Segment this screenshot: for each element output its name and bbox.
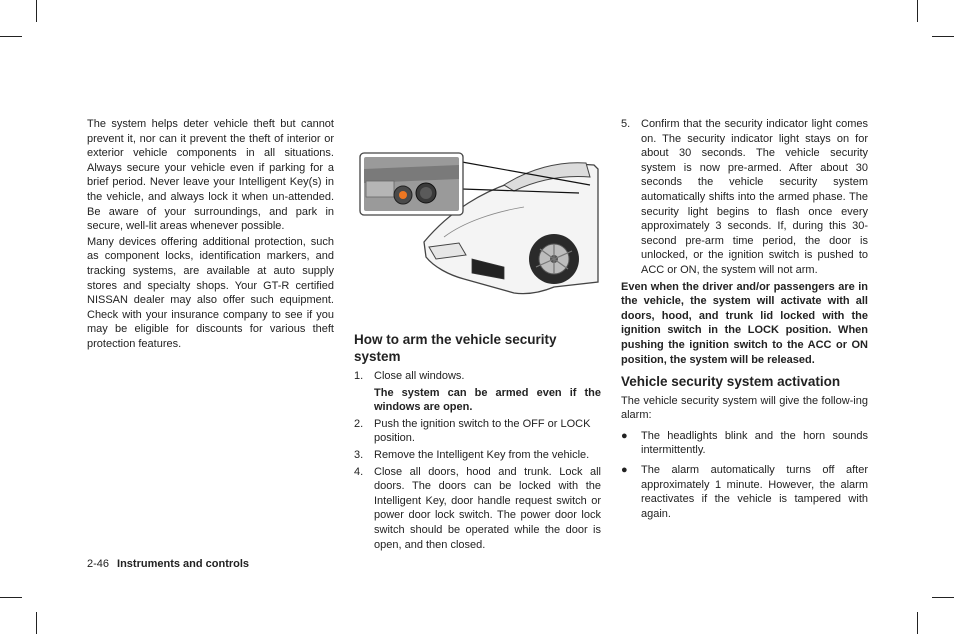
warning-paragraph: Even when the driver and/or passengers are in the vehicle, the system will activate with all doors, hood, and trunk lid locked with the ignition switch in the LOCK position. When pushing the ignition switch to the ACC or ON position, the system will be released. — [621, 280, 868, 366]
crop-mark — [0, 597, 22, 598]
list-item: 5. Confirm that the security indicator light comes on. The security indicator light stays on for about 30 seconds. The vehicle security system is now pre-armed. After about 30 seconds the vehicle security system automatically shifts into the armed phase. The security light begins to flash once every approximately 3 seconds. If, during this 30-second pre-arm time period, the door is unlocked, or the ignition switch is pushed to ACC or ON, the system will not arm. — [621, 118, 868, 276]
page-footer — [87, 558, 249, 570]
section-title: Instruments and controls — [117, 558, 250, 570]
list-item: ● The alarm automatically turns off after approximately 1 minute. However, the alarm reactivates if the vehicle is tampered with again. — [621, 463, 868, 520]
list-item: 2. Push the ignition switch to the OFF or LOCK position. — [354, 417, 591, 445]
intro-paragraph: The system helps deter vehicle theft but cannot prevent it, nor can it prevent the theft of interior or exterior vehicle components in all situations. Always secure your vehicle even if parking for a brief period. Never leave your Intelligent Key(s) in the vehicle, and always lock it when un-attended. Be aware of your surroundings, and park in secure, well-lit areas whenever possible. — [87, 118, 334, 233]
activation-heading: Vehicle security system activation — [621, 374, 841, 390]
bullet-icon: ● — [621, 463, 628, 476]
crop-mark — [36, 0, 37, 22]
activation-intro: The vehicle security system will give the follow-ing alarm: — [621, 394, 868, 422]
page-number: 2-46 — [87, 558, 110, 570]
crop-mark — [917, 612, 918, 634]
crop-mark — [932, 36, 954, 37]
crop-mark — [932, 597, 954, 598]
crop-mark — [0, 36, 22, 37]
list-item: 4. Close all doors, hood and trunk. Lock all doors. The doors can be locked with the Intelligent Key, door handle request switch or power door lock switch. The power door lock switch should be operated while the door is open, and then closed. — [354, 465, 601, 551]
list-item: 3. Remove the Intelligent Key from the vehicle. — [354, 448, 590, 461]
crop-mark — [917, 0, 918, 22]
arm-system-heading: How to arm the vehicle security system — [354, 332, 557, 364]
list-item: 1. Close all windows. The system can be armed even if the windows are open. — [354, 370, 601, 414]
step-note: The system can be armed even if the windows are open. — [374, 386, 601, 414]
additional-protection-paragraph: Many devices offering additional protection, such as component locks, identification markers, and tracking systems, are available at auto supply stores and specialty shops. Your GT-R certified NISSAN dealer may also offer such equipment. Check with your insurance company to see if you may be eligible for discounts for various theft protection features. — [87, 235, 334, 350]
right-column — [621, 117, 868, 521]
list-item: ● The headlights blink and the horn sounds intermittently. — [621, 429, 868, 457]
bullet-icon: ● — [621, 429, 628, 442]
crop-mark — [36, 612, 37, 634]
indicator-inset — [360, 153, 463, 215]
vehicle-security-indicator-illustration — [354, 117, 601, 307]
left-column — [87, 117, 334, 352]
middle-column — [354, 332, 601, 552]
